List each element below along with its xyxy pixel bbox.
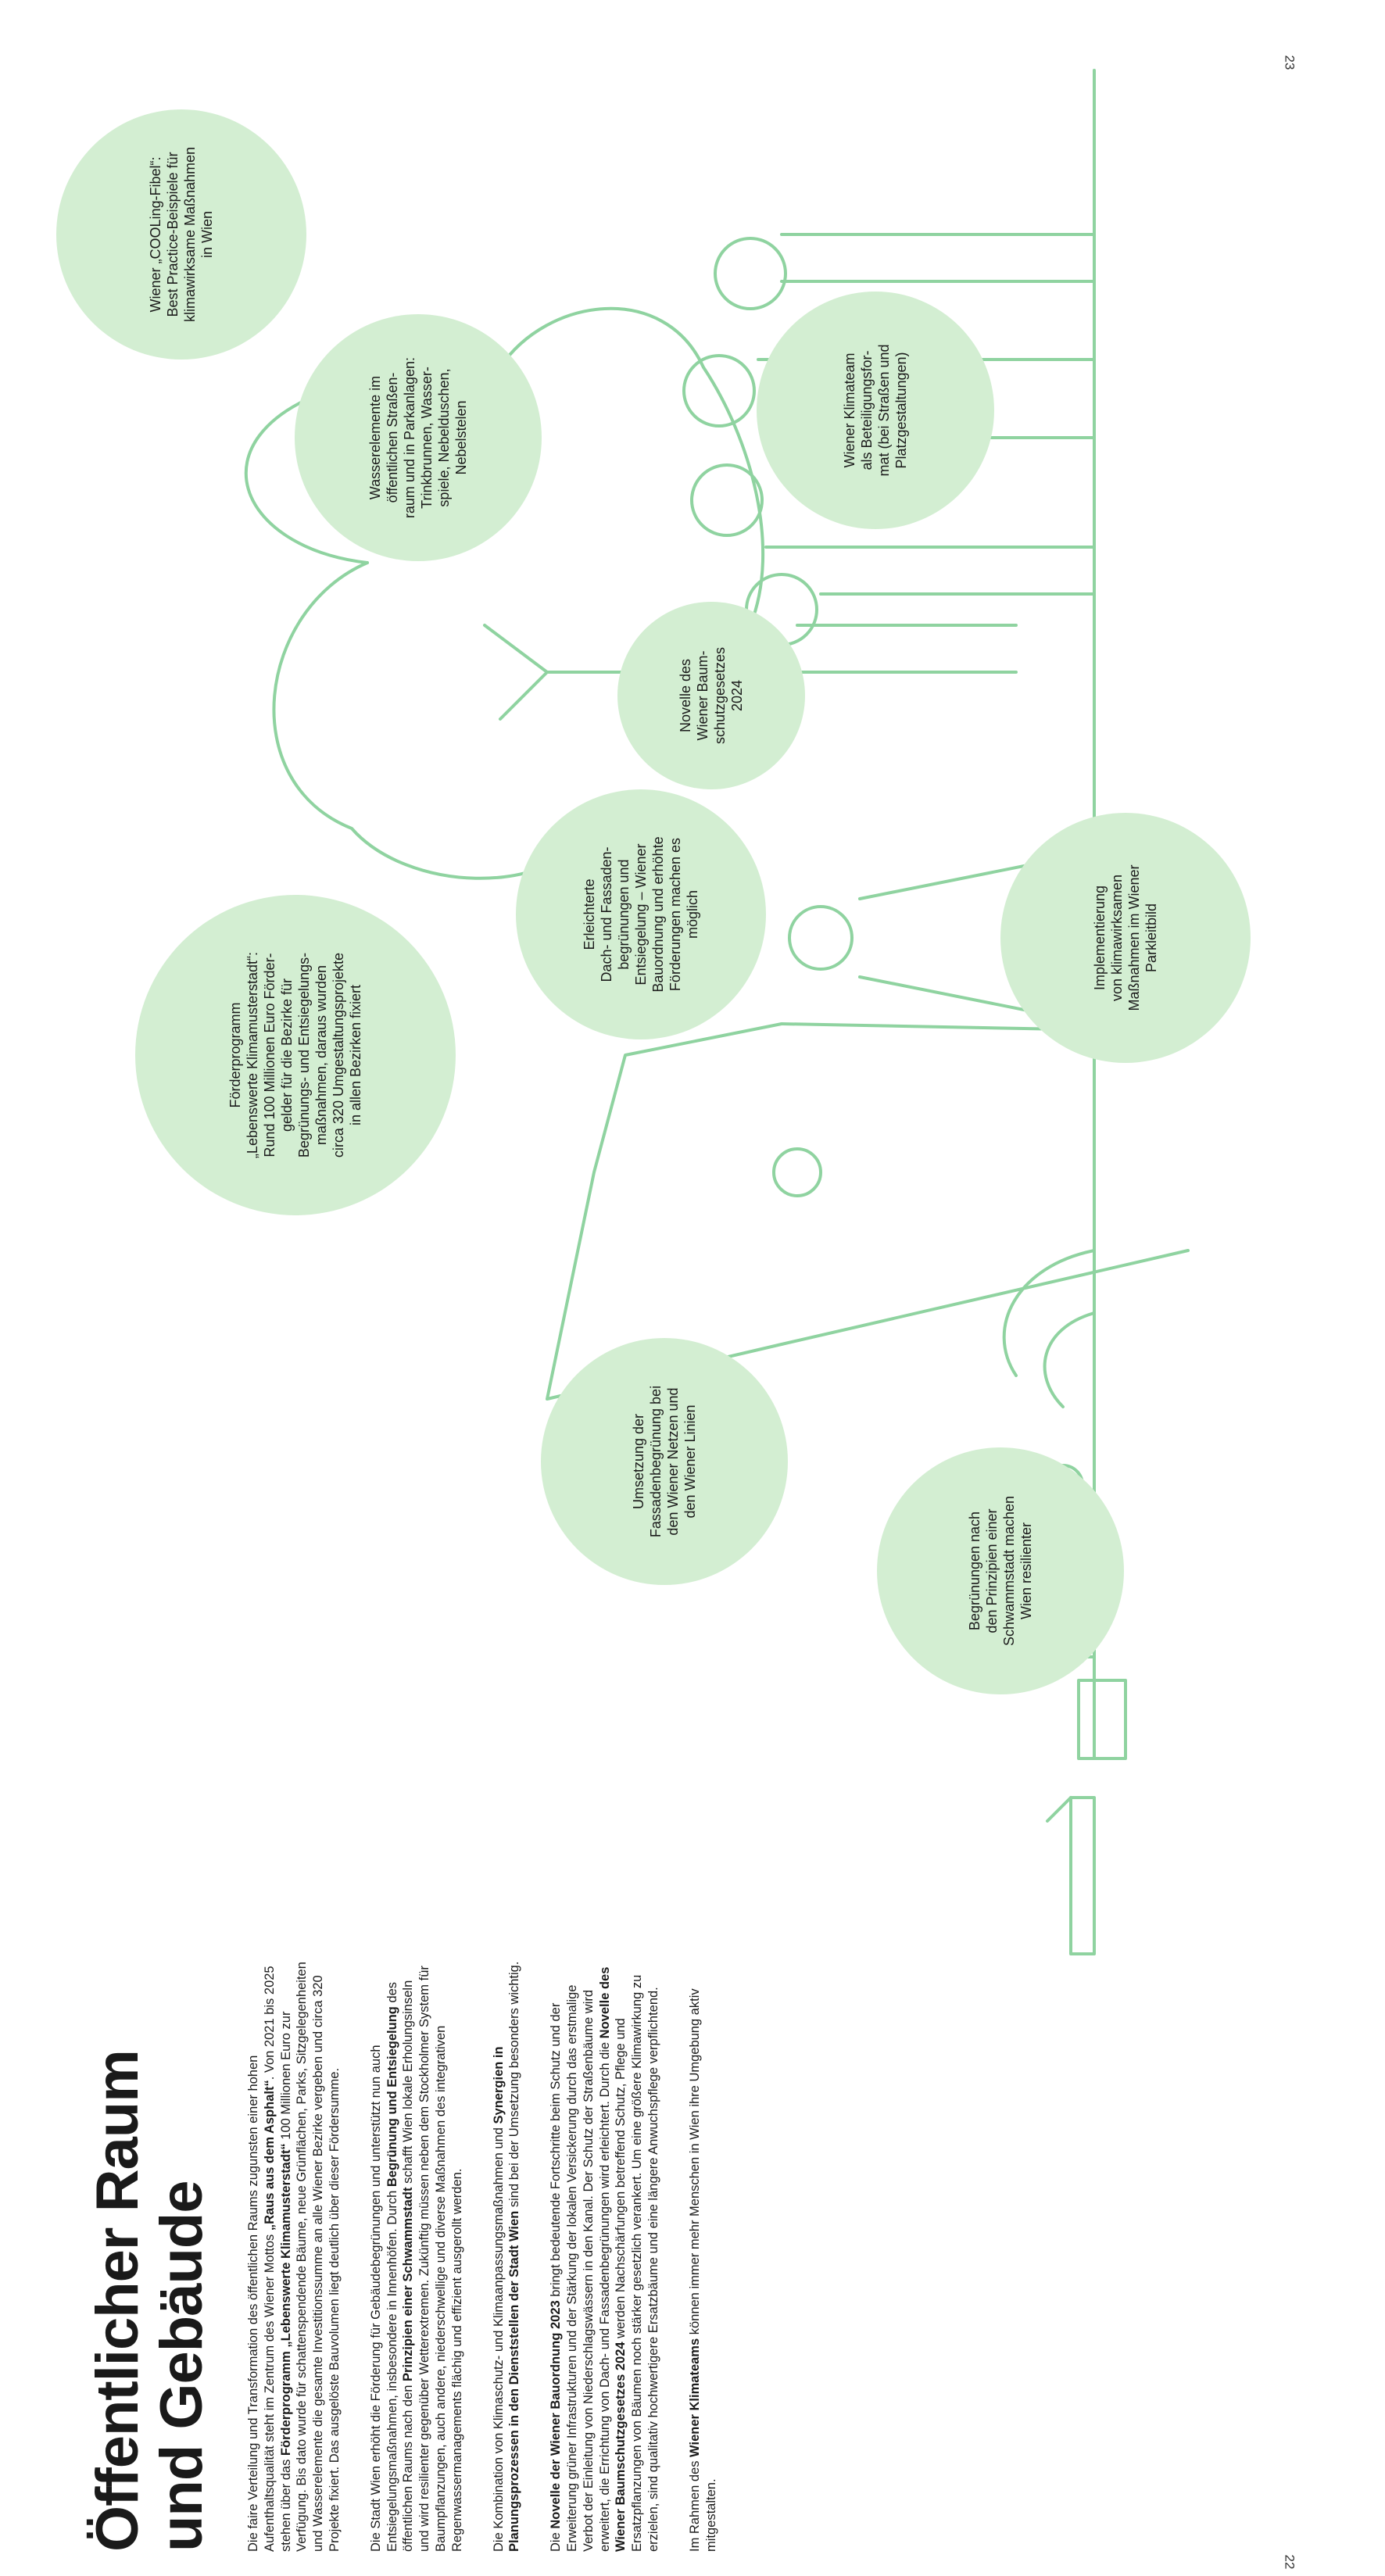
bubble-line: Implementierung: [1092, 885, 1108, 991]
bold-phrase: Prinzipien einer Schwammstadt: [401, 2187, 416, 2381]
bubble-line: 2024: [729, 679, 745, 712]
bubble-line: Wasserelemente im: [367, 375, 383, 500]
text-run: werden Nachschärfungen betreffend Schutz, Pflege und Ersatzpflanzungen von Bäumen noch stärker gesetzlich verankert. Um eine größere Klimawirkung zu erzielen, sind qualitativ hochwertigere Ersatzbäume und eine längere Anwuchspflege verpflichtend.: [614, 1974, 660, 2552]
text-run: . Von 2021 bis 2025 stehen über das: [262, 1966, 293, 2552]
page-number-right: 23: [1282, 55, 1297, 70]
bubble-line: in allen Bezirken fixiert: [348, 984, 363, 1126]
bubble-line: raum und in Parkanlagen:: [402, 356, 417, 519]
paragraph-klimateams: [687, 1958, 720, 2552]
bubble-line: circa 320 Umgestaltungsprojekte: [331, 952, 346, 1158]
page-title: [86, 1755, 214, 2552]
bubble-label-klimateam: [841, 293, 910, 528]
bold-phrase: Begrünung und Entsiegelung: [385, 2006, 399, 2188]
bubble-line: „Lebenswerte Klimamusterstadt“:: [245, 951, 260, 1159]
title-line-1: Öffentlicher Raum: [84, 2050, 151, 2552]
bubble-line: Best Practice-Beispiele für: [165, 152, 181, 317]
bubble-label-schwammstadt: [966, 1454, 1035, 1688]
bubble-line: Begrünungs- und Entsiegelungs-: [296, 952, 312, 1158]
bold-phrase: „Raus aus dem Asphalt“: [262, 2080, 277, 2231]
bold-phrase: Novelle des Wiener Baumschutzgesetzes 2024: [597, 1966, 628, 2552]
bubble-label-parkleitbild: [1091, 821, 1160, 1055]
bubble-line: Begrünungen nach: [967, 1511, 982, 1631]
bubble-line: maßnahmen, daraus wurden: [313, 964, 329, 1146]
bubble-line: von klimawirksamen: [1109, 874, 1125, 1002]
text-run: Im Rahmen des: [687, 2456, 702, 2552]
bubble-line: Dach- und Fassaden-: [599, 846, 614, 982]
bubble-line: Wiener „COOLing-Fibel“:: [148, 156, 163, 313]
bubble-line: Förderungen machen es: [667, 837, 683, 992]
bubble-line: Maßnahmen im Wiener: [1126, 864, 1142, 1011]
tree-canopy-lower: [274, 563, 594, 878]
page-number-left: 22: [1282, 2554, 1297, 2570]
bubble-label-baumschutz: [677, 578, 746, 813]
text-run: Die: [549, 2528, 564, 2552]
bubble-line: Erleichterte: [582, 878, 597, 950]
text-run: 100 Millionen Euro zur Verfügung. Bis dato wurde für schattenspendende Bäume, neue Grünflächen, Parks, Sitzgelegenheiten und Wasserelemente die gesamte Investitionssumme an alle Wiener Bezirke vergeben und circa 320 Projekte fixiert. Das ausgelöste Bauvolumen liegt deutlich über dieser Fördersumme.: [278, 1962, 342, 2552]
bubble-line: Wiener Baum-: [695, 650, 710, 741]
bold-phrase: Wiener Klimateams: [687, 2338, 702, 2457]
title-line-2: und Gebäude: [149, 2181, 215, 2552]
bubble-label-foerderprogramm: [227, 938, 364, 1172]
text-run: können immer mehr Menschen in Wien ihre Umgebung aktiv mitgestalten.: [687, 1988, 718, 2552]
bubble-line: Fassadenbegrünung bei: [648, 1385, 664, 1538]
bubble-line: Schwammstadt machen: [1001, 1495, 1017, 1647]
bubble-line: Parkleitbild: [1143, 903, 1159, 973]
bubble-line: möglich: [685, 889, 700, 939]
bubble-line: den Wiener Netzen und: [665, 1387, 681, 1536]
bubble-label-dachbegruenung: [581, 797, 701, 1032]
bubble-line: Entsiegelung – Wiener: [633, 843, 649, 986]
bubble-line: Bauordnung und erhöhte: [650, 836, 666, 993]
text-run: bringt bedeutende Fortschritte beim Schutz und der Erweiterung grüner Infrastrukturen und der Stärkung der lokalen Versickerung durch das erstmalige Verbot der Einleitung von Niederschlagswässern in den Kanal. Der Schutz der Straßenbäume wird erweitert, die Errichtung von Dach- und Fassadenbegrünungen wird erleichtert. Durch die: [549, 1984, 612, 2552]
paragraph-schwammstadt: [368, 1958, 466, 2552]
bubble-line: klimawirksame Maßnahmen: [182, 146, 198, 323]
text-run: Die Stadt Wien erhöht die Förderung für Gebäudebegrünungen und unterstützt nun auch Entsiegelungsmaßnahmen, insbesondere in Innenhöfen. Durch: [368, 2045, 399, 2552]
bold-phrase: Förderprogramm „Lebenswerte Klimamusterstadt“: [278, 2143, 293, 2456]
paragraph-synergien: [491, 1958, 524, 2552]
bubble-line: Rund 100 Millionen Euro Förder-: [262, 953, 277, 1157]
text-run: Die faire Verteilung und Transformation des öffentlichen Raums zugunsten einer hohen Aufenthaltsqualität steht im Zentrum des Wiener Mottos: [246, 2055, 277, 2552]
article-column: [86, 1755, 907, 2552]
bubble-line: den Wiener Linien: [682, 1404, 698, 1519]
bubble-line: Trinkbrunnen, Wasser-: [419, 367, 435, 509]
bubble-line: Platzgestaltungen): [893, 352, 909, 469]
bubble-line: den Prinzipien einer: [984, 1508, 1000, 1633]
bubble-line: Novelle des: [678, 658, 693, 733]
bubble-label-wasserelemente: [367, 320, 470, 555]
bubble-line: begrünungen und: [616, 859, 632, 970]
bold-phrase: Novelle der Wiener Bauordnung 2023: [549, 2300, 564, 2529]
bubble-line: öffentlichen Straßen-: [385, 372, 400, 503]
paragraph-bauordnung: [548, 1958, 662, 2552]
bold-phrase: Synergien in Planungsprozessen in den Dienststellen der Stadt Wien: [491, 2046, 522, 2552]
text-run: des öffentlichen Raums nach den: [385, 1981, 416, 2552]
bubble-line: mat (bei Straßen und: [876, 344, 892, 477]
text-run: Die Kombination von Klimaschutz- und Klimaanpassungsmaßnahmen und: [491, 2123, 506, 2552]
bubble-line: als Beteiligungsfor-: [859, 350, 875, 470]
bubble-label-fassadenbegruenung: [630, 1344, 699, 1579]
plants-right: [774, 1149, 1094, 1407]
bubble-line: schutzgesetzes: [712, 646, 728, 745]
bubble-line: Nebelstelen: [453, 400, 469, 475]
bubble-line: Wiener Klimateam: [842, 352, 857, 468]
bubble-line: Umsetzung der: [631, 1413, 646, 1510]
bubble-line: gelder für die Bezirke für: [279, 978, 295, 1132]
bubble-line: Förderprogramm: [227, 1002, 243, 1108]
paragraph-foerderprogramm: [245, 1958, 343, 2552]
bubble-line: in Wien: [199, 210, 215, 259]
bubble-line: Wien resilienter: [1018, 1522, 1034, 1620]
text-run: schafft Wien lokale Erholungsinseln und wird resilienter gegenüber Wetterextremen. Zukünftig müssen neben dem Stockholmer System für Baumpflanzungen, auch andere, niederschwellige und diverse Maßnahmen des integrativen Regenwassermanagements flächig und effizient ausgerollt werden.: [401, 1966, 464, 2552]
pavilion-post-2: [782, 1250, 1188, 1344]
bubble-label-cooling-fibel: [147, 117, 216, 352]
text-run: sind bei der Umsetzung besonders wichtig.: [507, 1961, 522, 2211]
bubble-line: spiele, Nebelduschen,: [436, 368, 452, 507]
